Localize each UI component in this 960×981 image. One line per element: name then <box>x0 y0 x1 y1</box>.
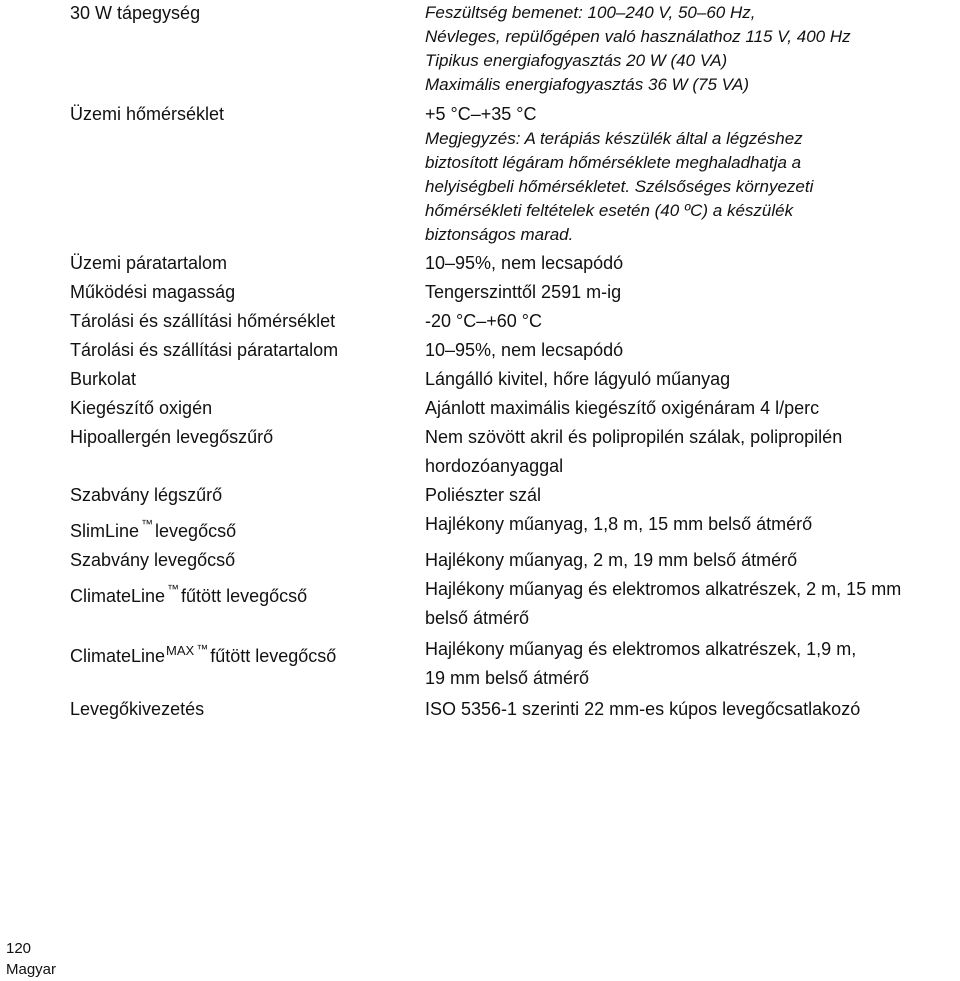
spec-label: Hipoallergén levegőszűrő <box>70 427 274 447</box>
spec-value: Hajlékony műanyag, 2 m, 19 mm belső átmérő <box>425 550 798 570</box>
spec-value <box>425 100 960 247</box>
spec-label <box>70 575 425 611</box>
spec-label-text: fűtött levegőcső <box>181 586 308 606</box>
trademark-symbol: ™ <box>167 582 180 596</box>
spec-row-standard-tubing <box>70 546 960 575</box>
spec-value-line: Nem szövött akril és polipropilén szálak, polipropilén <box>425 427 843 447</box>
spec-label: 30 W tápegység <box>70 3 201 23</box>
spec-label <box>70 510 425 546</box>
spec-label: Tárolási és szállítási hőmérséklet <box>70 311 336 331</box>
spec-row-climateline-tubing <box>70 575 960 633</box>
spec-row-storage-humidity <box>70 336 960 365</box>
spec-row-standard-air-filter <box>70 481 960 510</box>
spec-label-text: ClimateLine <box>70 586 166 606</box>
trademark-symbol: ™ <box>141 517 154 531</box>
spec-value: ISO 5356-1 szerinti 22 mm-es kúpos levegőcsatlakozó <box>425 699 861 719</box>
trademark-symbol: ™ <box>196 642 209 656</box>
spec-row-storage-temperature <box>70 307 960 336</box>
spec-note-line: hőmérsékleti feltételek esetén (40 ºC) a készülék <box>425 201 794 220</box>
max-superscript: MAX <box>166 643 195 658</box>
specifications-table <box>70 0 960 724</box>
page-footer <box>6 938 56 980</box>
spec-label-text: SlimLine <box>70 521 140 541</box>
spec-value-line: Hajlékony műanyag és elektromos alkatrészek, 2 m, 15 mm <box>425 579 902 599</box>
spec-value-line: belső átmérő <box>425 608 530 628</box>
spec-row-power-supply <box>70 0 960 97</box>
spec-value-line: Feszültség bemenet: 100–240 V, 50–60 Hz, <box>425 3 756 22</box>
spec-label-text: levegőcső <box>155 521 237 541</box>
spec-value <box>425 575 960 633</box>
spec-label-text: fűtött levegőcső <box>210 646 337 666</box>
spec-label: Szabvány levegőcső <box>70 550 236 570</box>
spec-value: -20 °C–+60 °C <box>425 311 542 331</box>
spec-value-line: Névleges, repülőgépen való használathoz 115 V, 400 Hz <box>425 27 851 46</box>
spec-label-text: ClimateLine <box>70 646 166 666</box>
spec-row-operating-altitude <box>70 278 960 307</box>
spec-label: Tárolási és szállítási páratartalom <box>70 340 339 360</box>
spec-label: Kiegészítő oxigén <box>70 398 213 418</box>
spec-row-hypoallergenic-filter <box>70 423 960 481</box>
spec-value-line: Tipikus energiafogyasztás 20 W (40 VA) <box>425 51 728 70</box>
spec-value: 10–95%, nem lecsapódó <box>425 253 624 273</box>
spec-row-operating-humidity <box>70 249 960 278</box>
spec-value <box>425 0 960 97</box>
spec-label <box>70 635 425 671</box>
spec-value: 10–95%, nem lecsapódó <box>425 340 624 360</box>
spec-value-line: hordozóanyaggal <box>425 456 564 476</box>
spec-label: Üzemi páratartalom <box>70 253 228 273</box>
spec-row-operating-temperature <box>70 100 960 247</box>
spec-label: Üzemi hőmérséklet <box>70 104 225 124</box>
spec-note-line: biztosított légáram hőmérséklete meghaladhatja a <box>425 153 802 172</box>
spec-row-air-outlet <box>70 695 960 724</box>
spec-label: Szabvány légszűrő <box>70 485 223 505</box>
spec-row-housing <box>70 365 960 394</box>
spec-note <box>425 127 960 247</box>
spec-note-line: biztonságos marad. <box>425 225 574 244</box>
spec-value: Poliészter szál <box>425 485 542 505</box>
spec-value: Ajánlott maximális kiegészítő oxigénáram 4 l/perc <box>425 398 820 418</box>
spec-note-line: Megjegyzés: A terápiás készülék által a légzéshez <box>425 129 803 148</box>
page-language: Magyar <box>6 961 57 978</box>
spec-value-line: Hajlékony műanyag és elektromos alkatrészek, 1,9 m, <box>425 639 857 659</box>
spec-row-supplemental-oxygen <box>70 394 960 423</box>
spec-value-line: Maximális energiafogyasztás 36 W (75 VA) <box>425 75 750 94</box>
spec-label: Burkolat <box>70 369 137 389</box>
spec-note-line: helyiségbeli hőmérsékletet. Szélsőséges környezeti <box>425 177 814 196</box>
spec-value-line: 19 mm belső átmérő <box>425 668 590 688</box>
spec-value: Lángálló kivitel, hőre lágyuló műanyag <box>425 369 731 389</box>
spec-row-climateline-max-tubing <box>70 635 960 693</box>
spec-row-slimline-tubing <box>70 510 960 546</box>
spec-label: Levegőkivezetés <box>70 699 205 719</box>
spec-value <box>425 635 960 693</box>
spec-value <box>425 423 960 481</box>
spec-value-line: +5 °C–+35 °C <box>425 104 537 124</box>
spec-value: Hajlékony műanyag, 1,8 m, 15 mm belső átmérő <box>425 514 813 534</box>
spec-value: Tengerszinttől 2591 m-ig <box>425 282 622 302</box>
spec-label: Működési magasság <box>70 282 236 302</box>
page-number: 120 <box>6 940 32 957</box>
